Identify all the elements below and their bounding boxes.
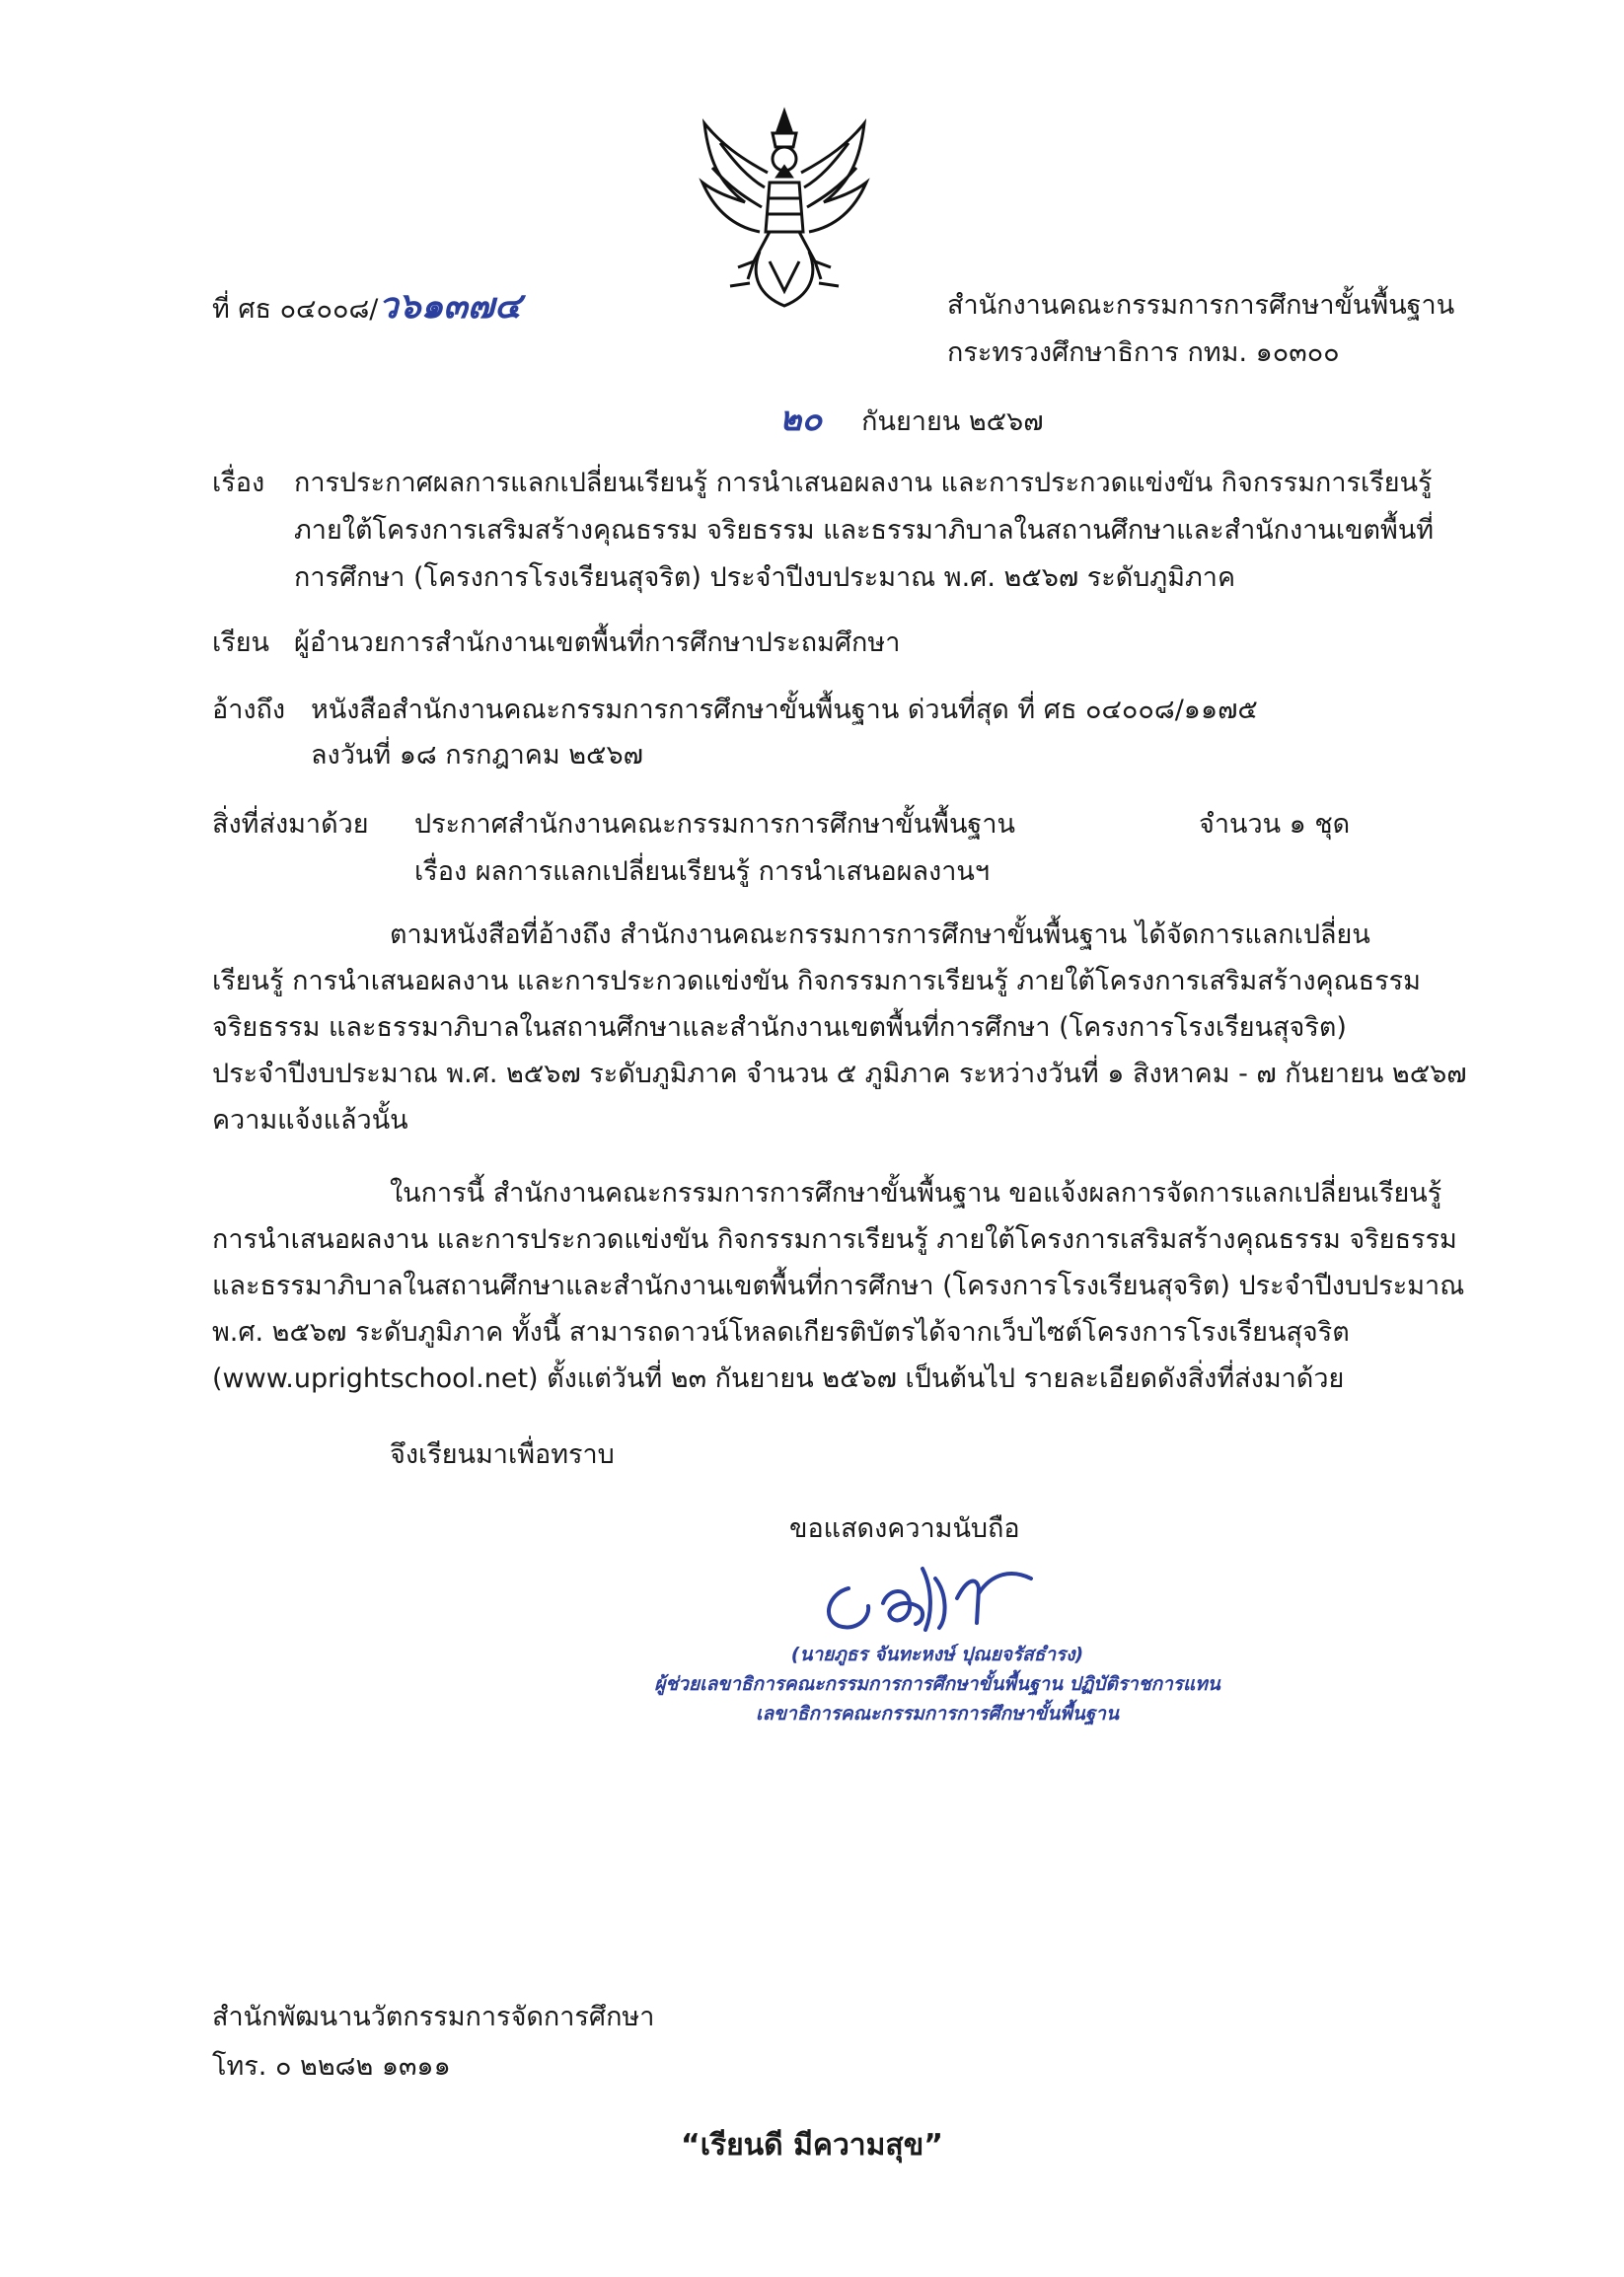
- subject-line-2: ภายใต้โครงการเสริมสร้างคุณธรรม จริยธรรม และธรรมาภิบาลในสถานศึกษาและสำนักงานเขตพื้นที่: [294, 515, 1435, 546]
- reference-label: อ้างถึง: [212, 695, 286, 725]
- subject-label: เรื่อง: [212, 468, 265, 498]
- issuer-address: กระทรวงศึกษาธิการ กทม. ๑๐๓๐๐: [947, 337, 1340, 368]
- document-number-prefix: ที่ ศธ ๐๔๐๐๘/: [212, 294, 379, 325]
- paragraph-2-line: (www.uprightschool.net) ตั้งแต่วันที่ ๒๓ กันยายน ๒๕๖๗ เป็นต้นไป รายละเอียดดังสิ่งที่ส่งมาด้วย: [212, 1363, 1345, 1394]
- document-number-handwritten: ว๖๑๓๗๔: [378, 285, 522, 327]
- enclosure-label: สิ่งที่ส่งมาด้วย: [212, 809, 369, 840]
- paragraph-1-line: เรียนรู้ การนำเสนอผลงาน และการประกวดแข่งขัน กิจกรรมการเรียนรู้ ภายใต้โครงการเสริมสร้างคุณธรรม: [212, 966, 1421, 996]
- paragraph-2-line: พ.ศ. ๒๕๖๗ ระดับภูมิภาค ทั้งนี้ สามารถดาวน์โหลดเกียรติบัตรได้จากเว็บไซต์โครงการโรงเรียนสุจริต: [212, 1317, 1350, 1348]
- regards-text: ขอแสดงความนับถือ: [789, 1513, 1020, 1544]
- addressee-label: เรียน: [212, 627, 270, 658]
- closing-text: จึงเรียนมาเพื่อทราบ: [390, 1439, 615, 1470]
- enclosure-line-2: เรื่อง ผลการแลกเปลี่ยนเรียนรู้ การนำเสนอผลงานฯ: [414, 856, 991, 887]
- reference-line-2: ลงวันที่ ๑๘ กรกฎาคม ๒๕๖๗: [311, 740, 643, 771]
- paragraph-1-line: ความแจ้งแล้วนั้น: [212, 1105, 408, 1136]
- paragraph-2-line: และธรรมาภิบาลในสถานศึกษาและสำนักงานเขตพื้นที่การศึกษา (โครงการโรงเรียนสุจริต) ประจำปีงบประมาณ: [212, 1271, 1465, 1301]
- paragraph-1-line: ประจำปีงบประมาณ พ.ศ. ๒๕๖๗ ระดับภูมิภาค จำนวน ๕ ภูมิภาค ระหว่างวันที่ ๑ สิงหาคม - ๗ กันยายน ๒๕๖๗: [212, 1059, 1467, 1089]
- signatory-name: (นายภูธร จันทะหงษ์ ปุณยจรัสธำรง): [790, 1644, 1084, 1665]
- paragraph-2-line: ในการนี้ สำนักงานคณะกรรมการการศึกษาขั้นพื้นฐาน ขอแจ้งผลการจัดการแลกเปลี่ยนเรียนรู้: [390, 1178, 1442, 1209]
- signatory-title-1: ผู้ช่วยเลขาธิการคณะกรรมการการศึกษาขั้นพื้นฐาน ปฏิบัติราชการแทน: [654, 1673, 1220, 1695]
- addressee-text: ผู้อำนวยการสำนักงานเขตพื้นที่การศึกษาประถมศึกษา: [294, 627, 901, 658]
- footer-phone: โทร. ๐ ๒๒๘๒ ๑๓๑๑: [212, 2051, 451, 2082]
- enclosure-quantity: จำนวน ๑ ชุด: [1199, 809, 1351, 840]
- signatory-title-2: เลขาธิการคณะกรรมการการศึกษาขั้นพื้นฐาน: [756, 1703, 1119, 1725]
- paragraph-1-line: จริยธรรม และธรรมาภิบาลในสถานศึกษาและสำนักงานเขตพื้นที่การศึกษา (โครงการโรงเรียนสุจริต): [212, 1012, 1347, 1043]
- handwritten-signature: [809, 1549, 1075, 1648]
- paragraph-2-line: การนำเสนอผลงาน และการประกวดแข่งขัน กิจกรรมการเรียนรู้ ภายใต้โครงการเสริมสร้างคุณธรรม จริยธรรม: [212, 1224, 1457, 1255]
- paragraph-1-line: ตามหนังสือที่อ้างถึง สำนักงานคณะกรรมการการศึกษาขั้นพื้นฐาน ได้จัดการแลกเปลี่ยน: [390, 919, 1370, 950]
- footer-slogan: “เรียนดี มีความสุข”: [681, 2128, 943, 2163]
- date-day-handwritten: ๒๐: [779, 400, 823, 439]
- garuda-emblem-icon: [691, 104, 878, 311]
- reference-line-1: หนังสือสำนักงานคณะกรรมการการศึกษาขั้นพื้นฐาน ด่วนที่สุด ที่ ศธ ๐๔๐๐๘/๑๑๗๕: [311, 695, 1258, 725]
- enclosure-line-1: ประกาศสำนักงานคณะกรรมการการศึกษาขั้นพื้นฐาน: [414, 809, 1015, 840]
- subject-line-3: การศึกษา (โครงการโรงเรียนสุจริต) ประจำปีงบประมาณ พ.ศ. ๒๕๖๗ ระดับภูมิภาค: [294, 562, 1236, 593]
- date-month-year: กันยายน ๒๕๖๗: [861, 406, 1044, 437]
- issuer-office: สำนักงานคณะกรรมการการศึกษาขั้นพื้นฐาน: [947, 290, 1455, 321]
- footer-office: สำนักพัฒนานวัตกรรมการจัดการศึกษา: [212, 2002, 655, 2032]
- subject-line-1: การประกาศผลการแลกเปลี่ยนเรียนรู้ การนำเสนอผลงาน และการประกวดแข่งขัน กิจกรรมการเรียนรู้: [294, 468, 1433, 498]
